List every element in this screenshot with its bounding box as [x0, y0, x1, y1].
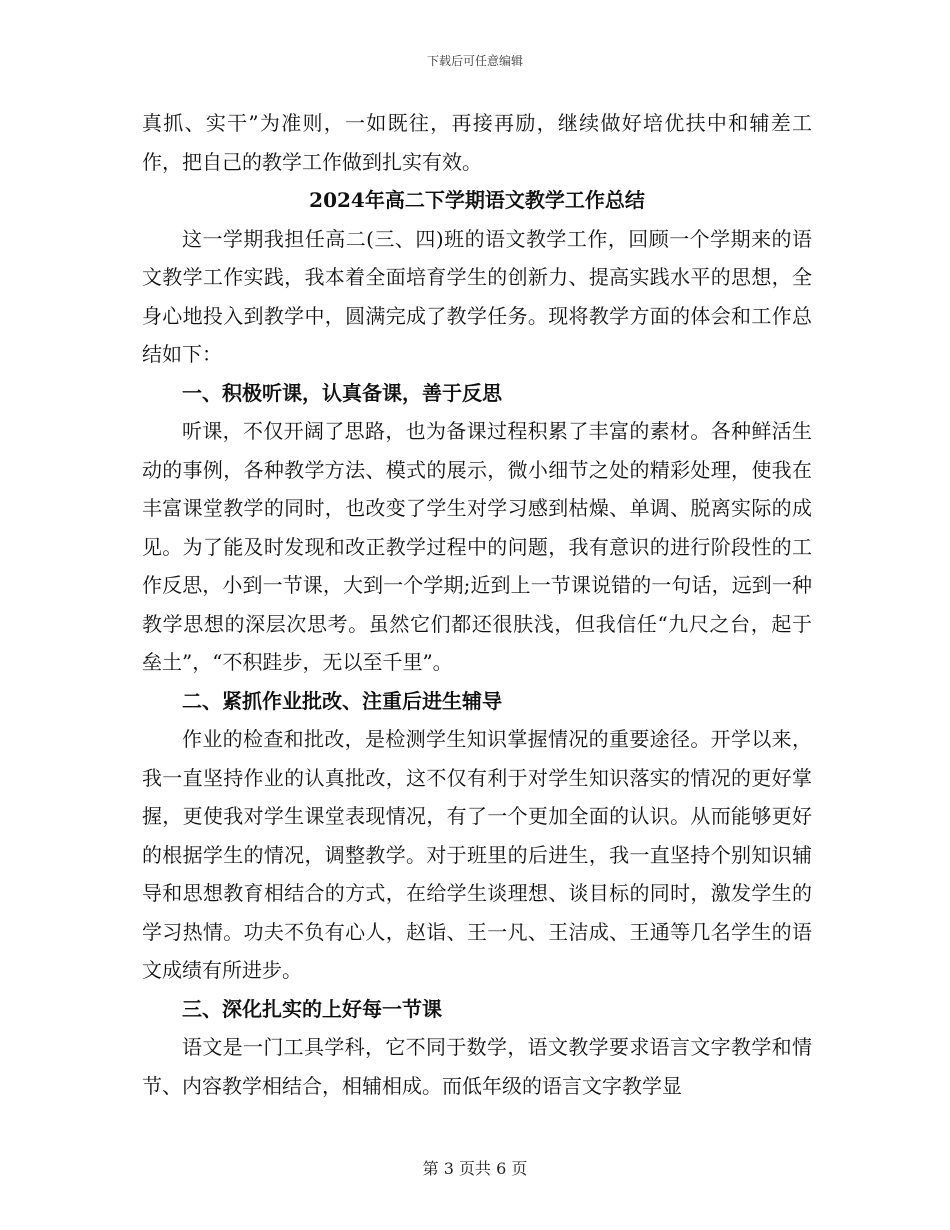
page-footer-number: 第 3 页共 6 页 [422, 1159, 528, 1178]
section-2-paragraph: 作业的检查和批改，是检测学生知识掌握情况的重要途径。开学以来，我一直坚持作业的认真批改，这不仅有利于对学生知识落实的情况的更好掌握，更使我对学生课堂表现情况，有了一个更加全面的认识。从而能够更好的根据学生的情况，调整教学。对于班里的后进生，我一直坚持个别知识辅导和思想教育相结合的方式，在给学生谈理想、谈目标的同时，激发学生的学习热情。功夫不负有心人，赵诣、王一凡、王洁成、王通等几名学生的语文成绩有所进步。 [142, 727, 812, 982]
intro-paragraph: 这一学期我担任高二(三、四)班的语文教学工作，回顾一个学期来的语文教学工作实践，我本着全面培育学生的创新力、提高实践水平的思想，全身心地投入到教学中，圆满完成了教学任务。现将教学方面的体会和工作总结如下： [142, 226, 812, 366]
section-3-paragraph: 语文是一门工具学科，它不同于数学，语文教学要求语言文字教学和情节、内容教学相结合，相辅相成。而低年级的语言文字教学显 [142, 1035, 812, 1098]
section-1-heading: 一、积极听课，认真备课，善于反思 [182, 380, 502, 405]
document-body [142, 104, 812, 1105]
document-title: 2024年高二下学期语文教学工作总结 [309, 188, 645, 212]
section-2-heading: 二、紧抓作业批改、注重后进生辅导 [182, 688, 502, 713]
page-header-note: 下载后可任意编辑 [426, 54, 523, 68]
section-3-heading: 三、深化扎实的上好每一节课 [182, 996, 442, 1021]
continuation-paragraph: 真抓、实干”为准则，一如既往，再接再励，继续做好培优扶中和辅差工作，把自己的教学工作做到扎实有效。 [142, 111, 812, 174]
section-1-paragraph: 听课，不仅开阔了思路，也为备课过程积累了丰富的素材。各种鲜活生动的事例，各种教学方法、模式的展示，微小细节之处的精彩处理，使我在丰富课堂教学的同时，也改变了学生对学习感到枯燥、单调、脱离实际的成见。为了能及时发现和改正教学过程中的问题，我有意识的进行阶段性的工作反思，小到一节课，大到一个学期;近到上一节课说错的一句话，远到一种教学思想的深层次思考。虽然它们都还很肤浅，但我信任“九尺之台，起于垒土”，“不积跬步，无以至千里”。 [142, 419, 812, 674]
